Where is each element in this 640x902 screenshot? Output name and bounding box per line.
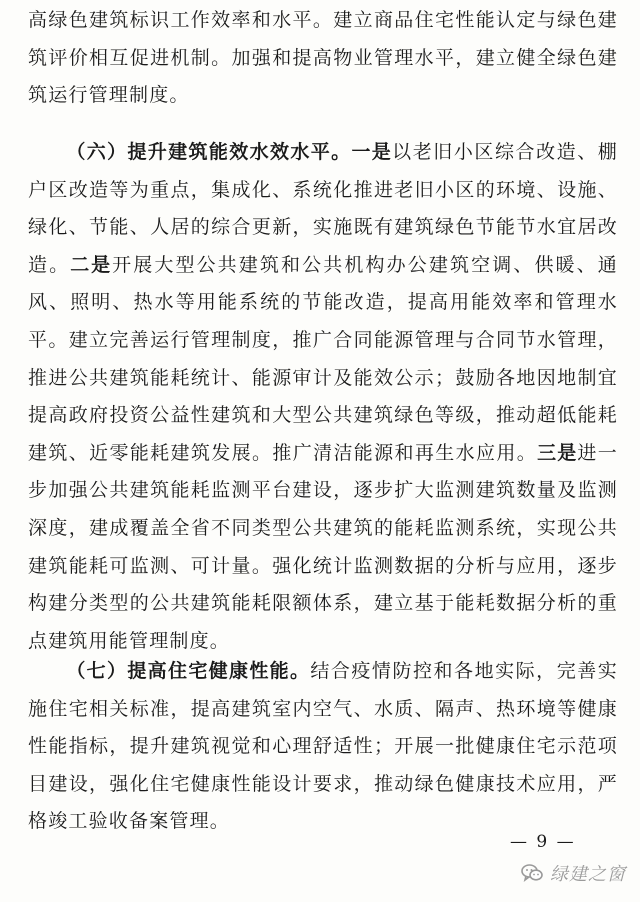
watermark (520, 860, 626, 886)
item-marker: 三是 (537, 441, 578, 464)
wechat-icon (520, 861, 544, 885)
watermark-label: 绿建之窗 (550, 864, 626, 885)
paragraph-text: 以老旧小区综合改造、棚户区改造等为重点，集成化、系统化推进老旧小区的环境、设施、绿化、节能、人居的综合更新，实施既有建筑绿色节能节水宜居改造。 (28, 141, 618, 276)
paragraph-text: 高绿色建筑标识工作效率和水平。建立商品住宅性能认定与绿色建筑评价相互促进机制。加强和提高物业管理水平，建立健全绿色建筑运行管理制度。 (28, 9, 618, 107)
paragraph-text: 进一步加强公共建筑能耗监测平台建设，逐步扩大监测建筑数量及监测深度，建成覆盖全省不同类型公共建筑的能耗监测系统，实现公共建筑能耗可监测、可计量。强化统计监测数据的分析与应用，逐步构建分类型的公共建筑能耗限额体系，建立基于能耗数据分析的重点建筑用能管理制度。 (28, 441, 618, 652)
paragraph-text: 结合疫情防控和各地实际，完善实施住宅相关标准，提高建筑室内空气、水质、隔声、热环境等健康性能指标，提升建筑视觉和心理舒适性；开展一批健康住宅示范项目建设，强化住宅健康性能设计要求，推动绿色健康技术应用，严格竣工验收备案管理。 (28, 660, 618, 833)
paragraph-section-6 (28, 134, 618, 660)
section-heading: （六）提升建筑能效水效水平。 (66, 141, 352, 163)
section-heading: （七）提高住宅健康性能。 (66, 660, 311, 682)
paragraph-section-7 (28, 653, 618, 841)
paragraph-continuation (28, 2, 618, 115)
item-marker: 一是 (351, 141, 393, 163)
item-marker: 二是 (70, 253, 113, 276)
paragraph-text: 开展大型公共建筑和公共机构办公建筑空调、供暖、通风、照明、热水等用能系统的节能改造，提高用能效率和管理水平。建立完善运行管理制度，推广合同能源管理与合同节水管理，推进公共建筑能耗统计、能源审计及能效公示；鼓励各地因地制宜提高政府投资公益性建筑和大型公共建筑绿色等级，推动超低能耗建筑、近零能耗建筑发展。推广清洁能源和再生水应用。 (28, 253, 618, 464)
page-number: — 9 — (510, 832, 576, 852)
